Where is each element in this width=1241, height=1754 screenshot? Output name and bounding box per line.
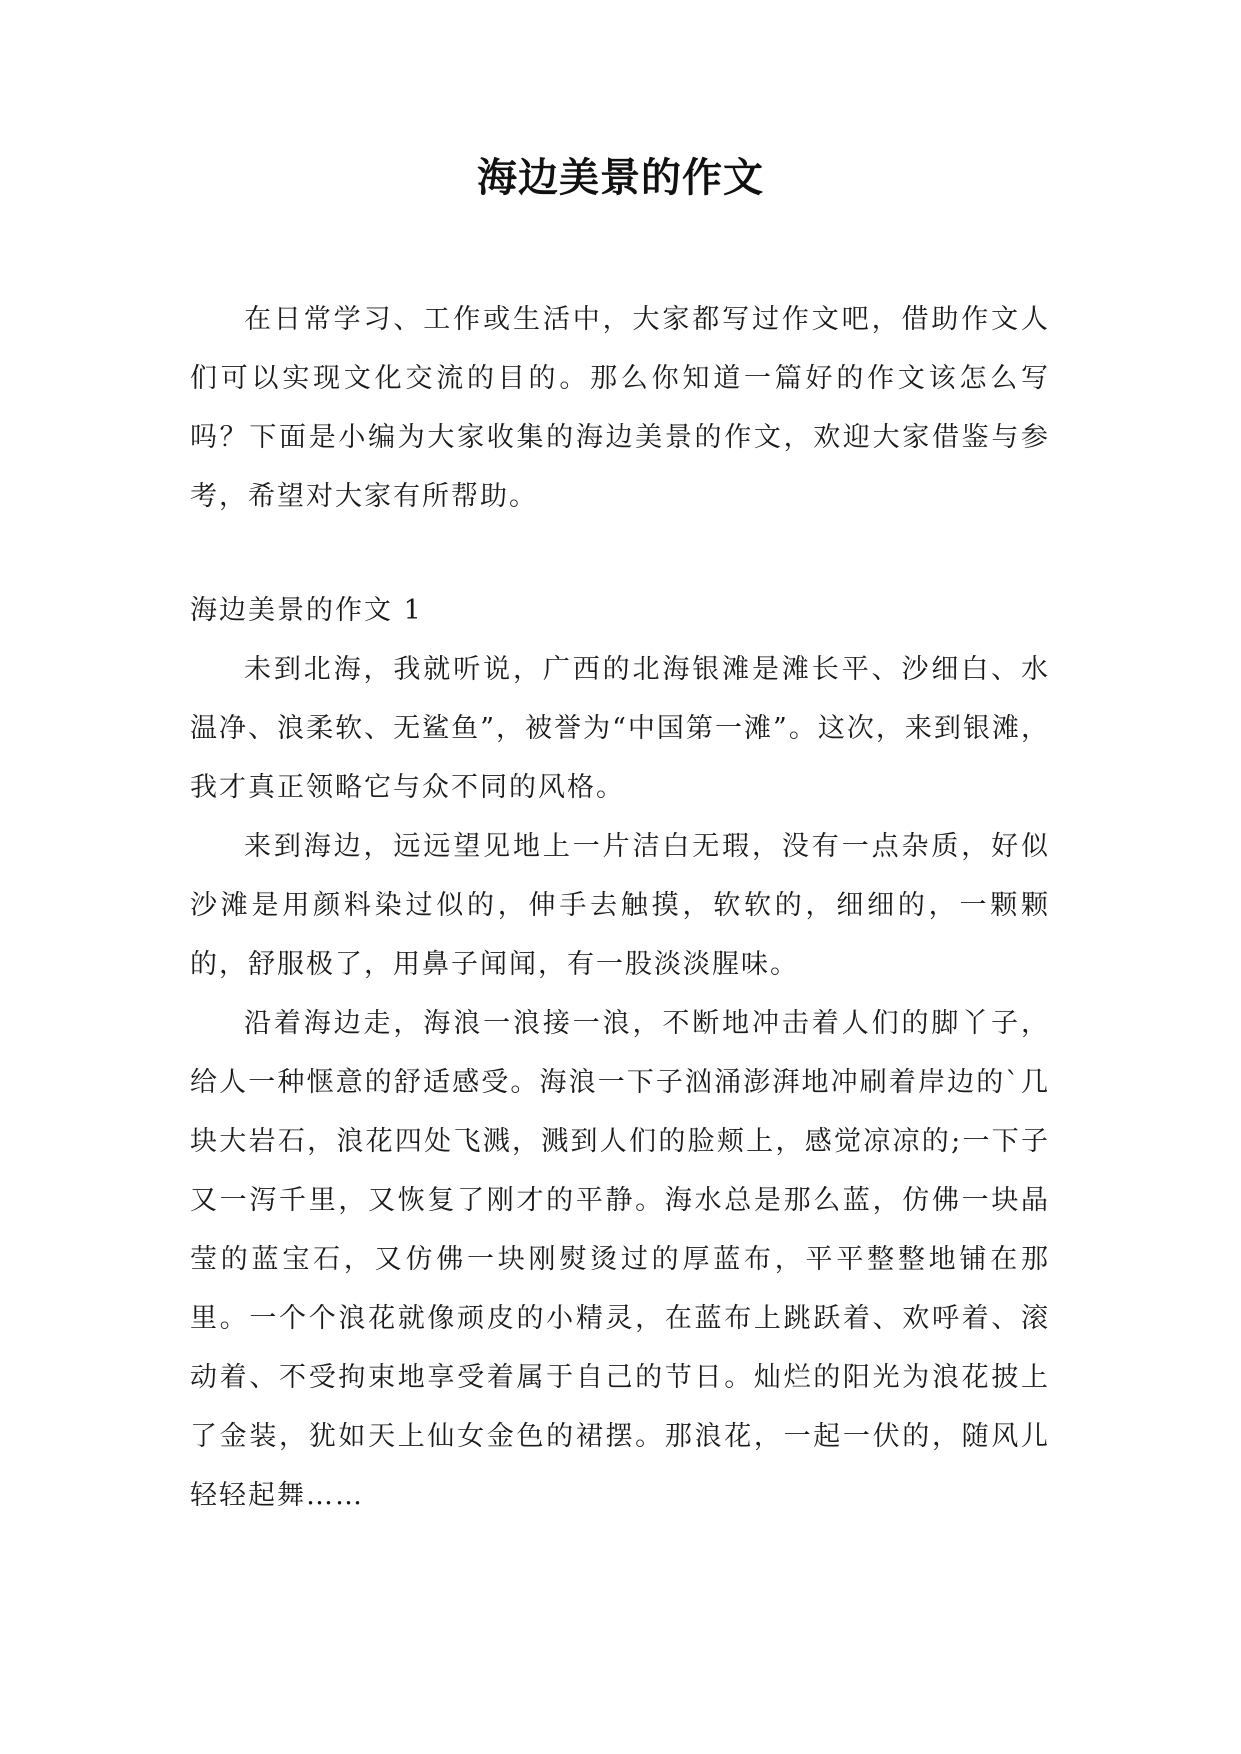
body-paragraph: 沿着海边走，海浪一浪接一浪，不断地冲击着人们的脚丫子，给人一种惬意的舒适感受。海浪一下子汹涌澎湃地冲刷着岸边的`几块大岩石，浪花四处飞溅，溅到人们的脸颊上，感觉凉凉的;一下子又一泻千里，又恢复了刚才的平静。海水总是那么蓝，仿佛一块晶莹的蓝宝石，又仿佛一块刚熨烫过的厚蓝布，平平整整地铺在那里。一个个浪花就像顽皮的小精灵，在蓝布上跳跃着、欢呼着、滚动着、不受拘束地享受着属于自己的节日。灿烂的阳光为浪花披上了金装，犹如天上仙女金色的裙摆。那浪花，一起一伏的，随风儿轻轻起舞…… [190,1008,1050,1511]
intro-paragraph: 在日常学习、工作或生活中，大家都写过作文吧，借助作文人们可以实现文化交流的目的。那么你知道一篇好的作文该怎么写吗？下面是小编为大家收集的海边美景的作文，欢迎大家借鉴与参考，希望对大家有所帮助。 [190,304,1050,512]
section-heading: 海边美景的作文 1 [190,595,423,626]
body-paragraph: 未到北海，我就听说，广西的北海银滩是滩长平、沙细白、水温净、浪柔软、无鲨鱼”，被誉为“中国第一滩”。这次，来到银滩，我才真正领略它与众不同的风格。 [190,654,1050,803]
paragraph-spacer [190,526,1050,581]
document-body [190,290,1050,1525]
body-paragraph: 来到海边，远远望见地上一片洁白无瑕，没有一点杂质，好似沙滩是用颜料染过似的，伸手去触摸，软软的，细细的，一颗颗的，舒服极了，用鼻子闻闻，有一股淡淡腥味。 [190,831,1050,980]
document-title: 海边美景的作文 [477,155,764,201]
